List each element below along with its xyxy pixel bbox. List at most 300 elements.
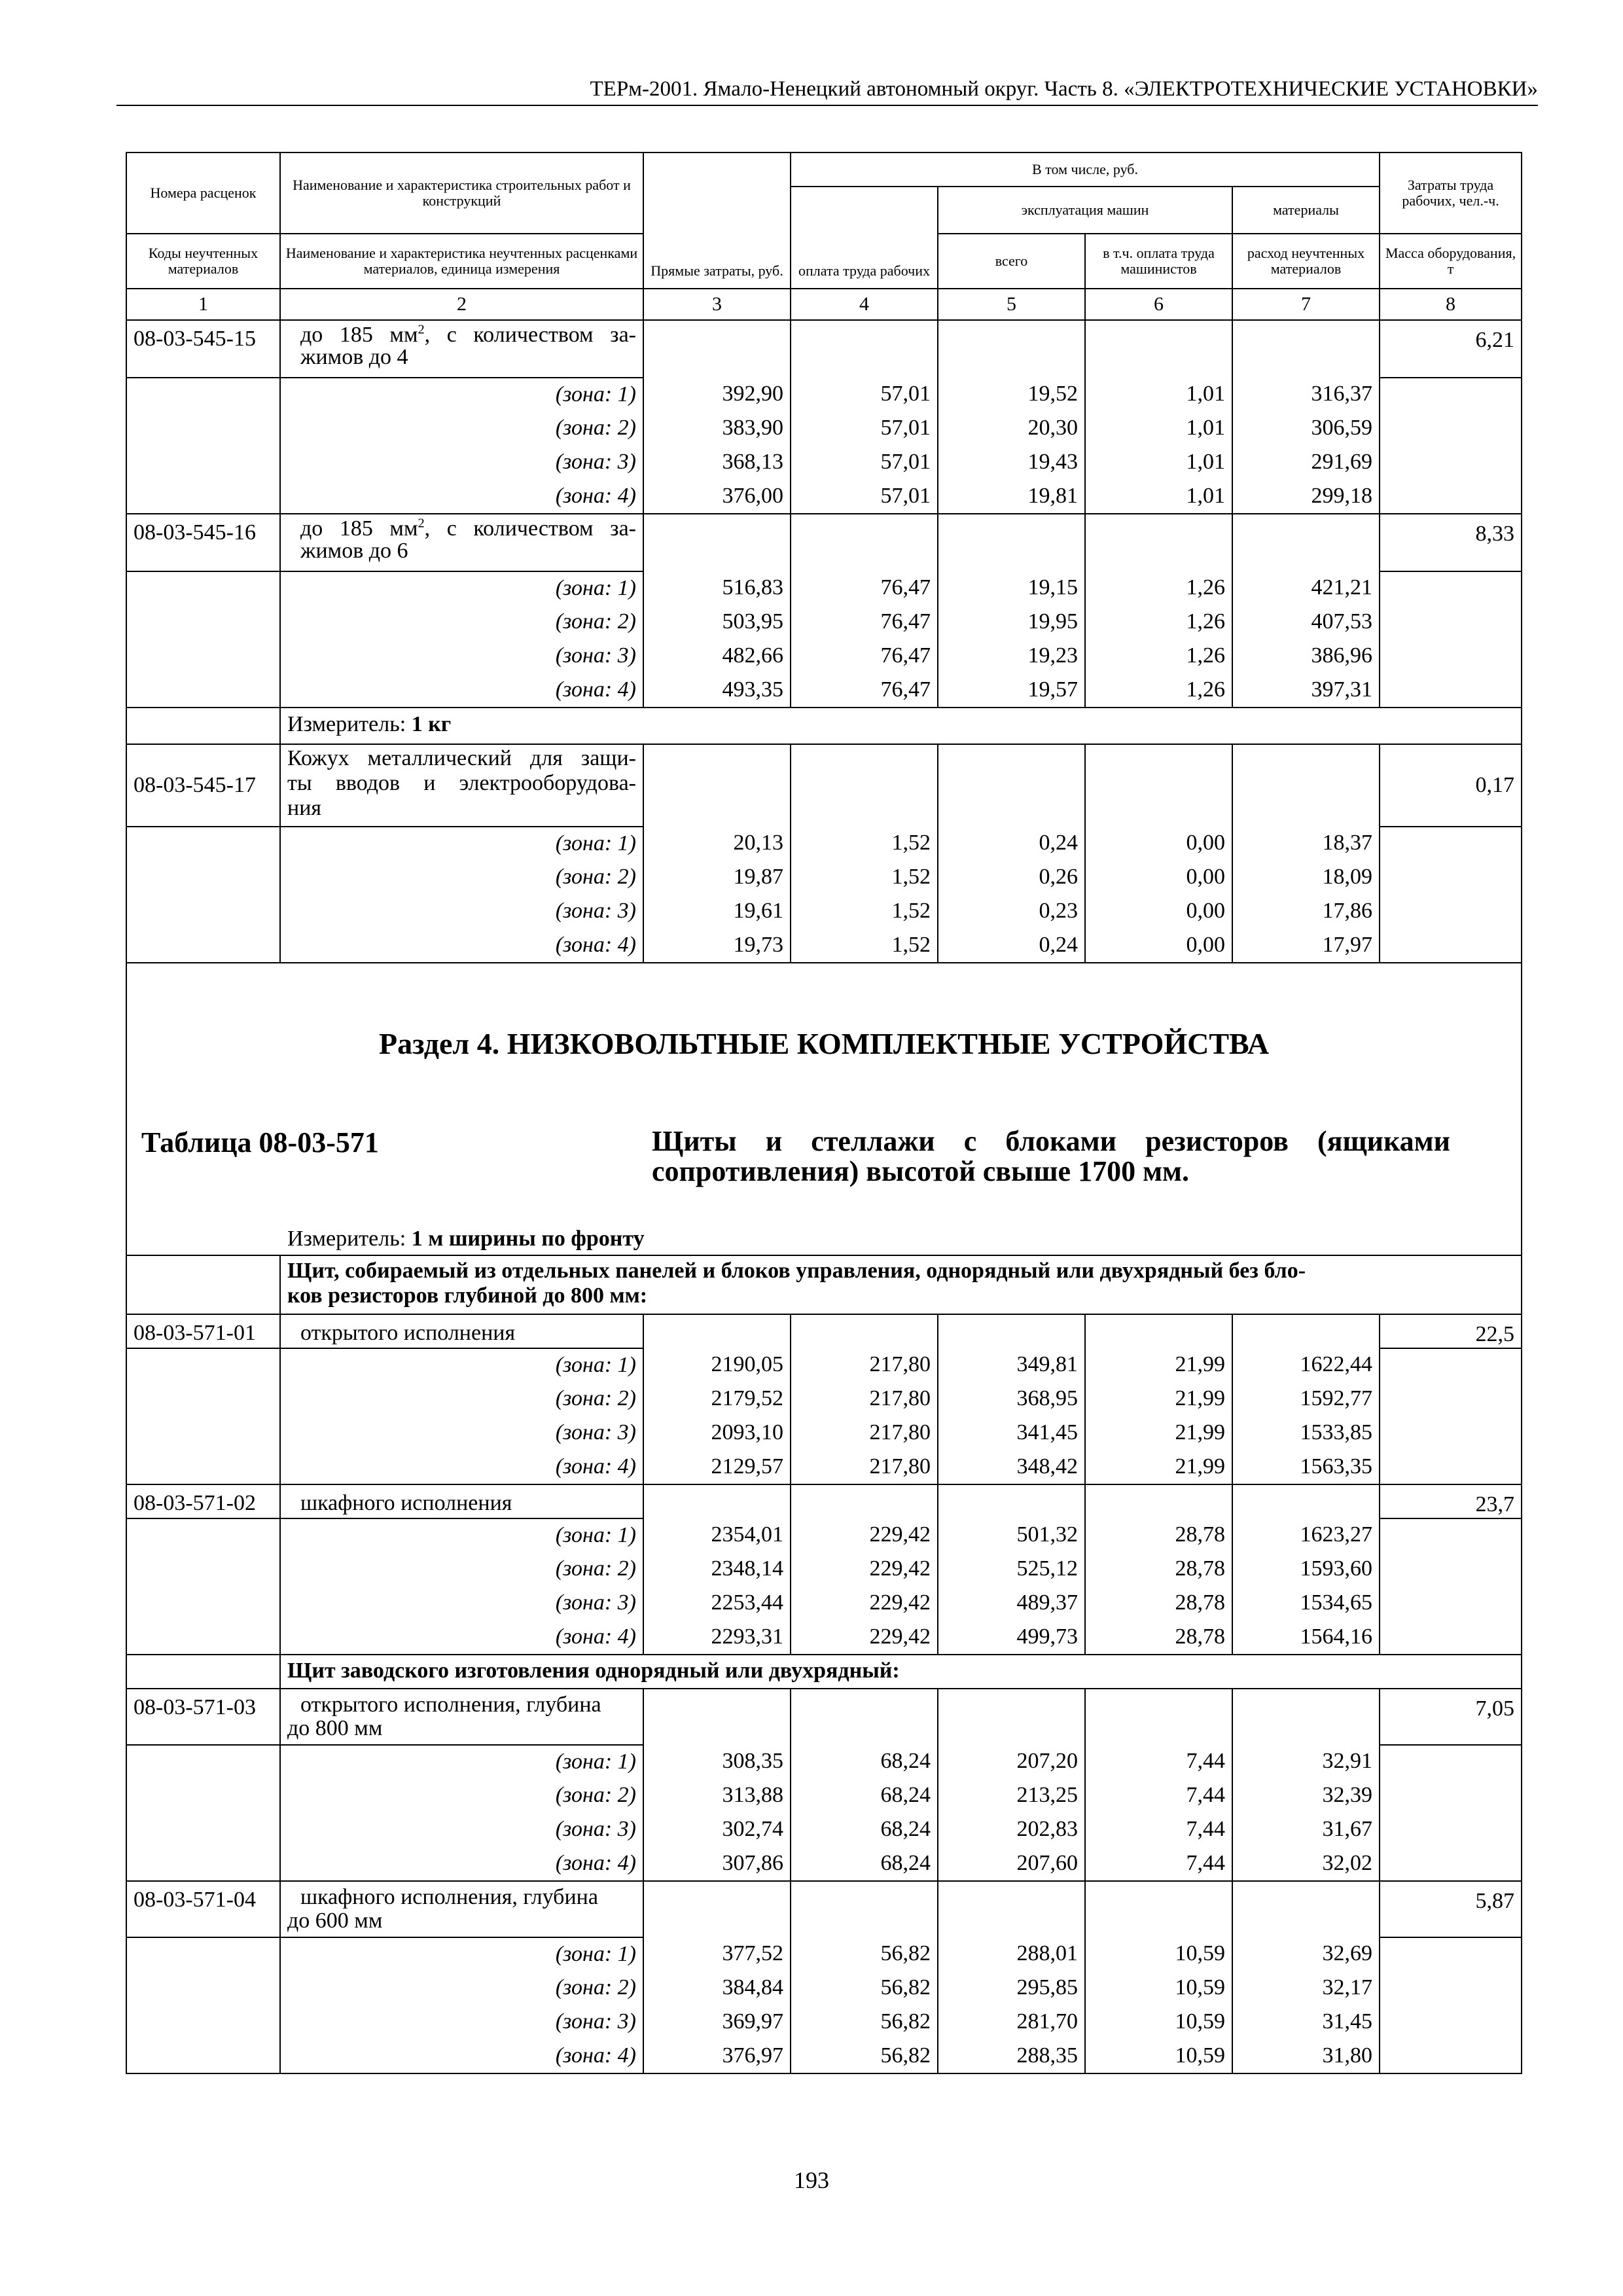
zone-label: (зона: 1) [280,1518,643,1552]
machine-cost: 207,20 [938,1745,1085,1779]
header-labor-costs: Затраты труда рабочих, чел.-ч. [1380,152,1522,234]
group-heading-line: Щит, собираемый из отдельных панелей и блоков управления, однорядный или двухрядный без бло- [287,1259,1306,1283]
zone-row [126,1847,1522,1881]
zone-row [126,2005,1522,2039]
group-heading-row [126,1655,1522,1689]
zone-row [126,1518,1522,1552]
empty-cell [1085,1881,1232,1937]
zone-row [126,1587,1522,1621]
zone-label: (зона: 1) [280,1348,643,1382]
labor-wage: 217,80 [791,1382,938,1416]
labor-wage: 229,42 [791,1518,938,1552]
direct-cost: 19,61 [643,895,791,929]
column-number: 1 [126,289,280,320]
empty-cell [1380,1971,1522,2005]
empty-cell [1380,861,1522,895]
empty-cell [938,1484,1085,1518]
rate-row [126,1484,1522,1518]
zone-row [126,1552,1522,1587]
materials-cost: 31,80 [1232,2039,1380,2073]
labor-wage: 68,24 [791,1745,938,1779]
empty-cell [126,571,280,605]
empty-cell [1380,827,1522,861]
header-machine-total: всего [938,234,1085,289]
empty-cell [938,514,1085,571]
labor-wage: 217,80 [791,1348,938,1382]
page-number: 193 [794,2167,829,2193]
description-text: , с количеством за- [424,323,636,347]
column-number: 8 [1380,289,1522,320]
labor-wage: 1,52 [791,929,938,963]
materials-cost: 1534,65 [1232,1587,1380,1621]
meter-label: Измеритель: [287,1227,406,1251]
zone-label: (зона: 3) [280,1416,643,1450]
rate-row [126,1689,1522,1745]
machine-cost: 499,73 [938,1621,1085,1655]
machine-cost: 20,30 [938,412,1085,446]
group-heading: Щит заводского изготовления однорядный или двухрядный: [280,1655,1522,1689]
empty-cell [126,929,280,963]
empty-cell [1380,378,1522,412]
labor-wage: 1,52 [791,861,938,895]
header-machine-wage: в т.ч. оплата труда машинистов [1085,234,1232,289]
header-names-top: Наименование и характеристика строительных работ и конструкций [280,152,643,234]
empty-cell [938,1314,1085,1348]
zone-row [126,895,1522,929]
direct-cost: 20,13 [643,827,791,861]
empty-cell [1380,605,1522,639]
empty-cell [938,1689,1085,1745]
column-number: 3 [643,289,791,320]
price-table [126,152,1522,2074]
direct-cost: 2293,31 [643,1621,791,1655]
empty-cell [1232,1881,1380,1937]
labor-wage: 217,80 [791,1416,938,1450]
empty-cell [938,1881,1085,1937]
rate-row [126,1314,1522,1348]
materials-cost: 1563,35 [1232,1450,1380,1484]
empty-cell [126,480,280,514]
zone-label: (зона: 1) [280,1745,643,1779]
empty-cell [1380,1813,1522,1847]
direct-cost: 302,74 [643,1813,791,1847]
machinist-wage: 7,44 [1085,1847,1232,1881]
empty-cell [643,320,791,378]
section-heading-row [126,963,1522,1255]
direct-cost: 2179,52 [643,1382,791,1416]
machine-cost: 19,52 [938,378,1085,412]
zone-row [126,1348,1522,1382]
machinist-wage: 7,44 [1085,1779,1232,1813]
labor-wage: 217,80 [791,1450,938,1484]
column-number: 4 [791,289,938,320]
zone-label: (зона: 4) [280,1847,643,1881]
machine-cost: 281,70 [938,2005,1085,2039]
machinist-wage: 1,01 [1085,412,1232,446]
zone-label: (зона: 2) [280,1779,643,1813]
empty-cell [938,744,1085,827]
labor-wage: 229,42 [791,1587,938,1621]
description-line: шкафного исполнения, глубина [300,1885,598,1909]
empty-cell [1380,1587,1522,1621]
empty-cell [1380,446,1522,480]
rate-description [280,514,643,571]
machinist-wage: 1,26 [1085,639,1232,673]
zone-label: (зона: 1) [280,378,643,412]
zone-row [126,1937,1522,1971]
table-number: Таблица 08-03-571 [141,1126,379,1158]
meter-value: 1 кг [411,712,452,736]
empty-cell [126,412,280,446]
zone-label: (зона: 3) [280,2005,643,2039]
column-number: 5 [938,289,1085,320]
direct-cost: 516,83 [643,571,791,605]
labor-wage: 56,82 [791,2005,938,2039]
empty-cell [1085,320,1232,378]
empty-cell [126,2005,280,2039]
machine-cost: 0,26 [938,861,1085,895]
empty-cell [1380,929,1522,963]
machine-cost: 213,25 [938,1779,1085,1813]
empty-cell [126,708,280,744]
materials-cost: 18,09 [1232,861,1380,895]
materials-cost: 386,96 [1232,639,1380,673]
machinist-wage: 21,99 [1085,1348,1232,1382]
machine-cost: 19,43 [938,446,1085,480]
description-line: ния [287,796,322,820]
description-text: до 185 мм [300,516,418,541]
empty-cell [126,1587,280,1621]
materials-cost: 316,37 [1232,378,1380,412]
materials-cost: 1622,44 [1232,1348,1380,1382]
direct-cost: 308,35 [643,1745,791,1779]
direct-cost: 307,86 [643,1847,791,1881]
empty-cell [1085,1484,1232,1518]
zone-row [126,480,1522,514]
header-materials-consumption: расход неучтенных материалов [1232,234,1380,289]
header-names-bottom: Наименование и характеристика неучтенных расценками материалов, единица измерения [280,234,643,289]
zone-row [126,673,1522,708]
labor-hours: 5,87 [1380,1881,1522,1937]
zone-label: (зона: 4) [280,2039,643,2073]
machine-cost: 501,32 [938,1518,1085,1552]
labor-wage: 68,24 [791,1779,938,1813]
materials-cost: 32,17 [1232,1971,1380,2005]
rate-code: 08-03-571-04 [126,1881,280,1937]
rate-row [126,1881,1522,1937]
direct-cost: 2093,10 [643,1416,791,1450]
rate-code: 08-03-571-03 [126,1689,280,1745]
machinist-wage: 10,59 [1085,1971,1232,2005]
materials-cost: 31,67 [1232,1813,1380,1847]
rate-description [280,1881,643,1937]
machinist-wage: 1,26 [1085,605,1232,639]
labor-wage: 229,42 [791,1621,938,1655]
empty-cell [1380,1621,1522,1655]
empty-cell [126,446,280,480]
machinist-wage: 0,00 [1085,895,1232,929]
machinist-wage: 21,99 [1085,1450,1232,1484]
rate-row [126,514,1522,571]
direct-cost: 376,97 [643,2039,791,2073]
header-codes-top: Номера расценок [126,152,280,234]
materials-cost: 18,37 [1232,827,1380,861]
machine-cost: 288,35 [938,2039,1085,2073]
machine-cost: 368,95 [938,1382,1085,1416]
zone-label: (зона: 4) [280,1450,643,1484]
column-number: 6 [1085,289,1232,320]
description-line: ты вводов и электрооборудова- [287,771,636,795]
machinist-wage: 10,59 [1085,2039,1232,2073]
labor-wage: 56,82 [791,2039,938,2073]
machinist-wage: 28,78 [1085,1552,1232,1587]
zone-label: (зона: 2) [280,412,643,446]
empty-cell [126,827,280,861]
empty-cell [1380,1382,1522,1416]
zone-row [126,1382,1522,1416]
rate-code: 08-03-571-02 [126,1484,280,1518]
labor-wage: 57,01 [791,446,938,480]
empty-cell [1232,1314,1380,1348]
meter-row [126,708,1522,744]
machinist-wage: 7,44 [1085,1745,1232,1779]
machine-cost: 295,85 [938,1971,1085,2005]
empty-cell [126,1382,280,1416]
rate-description: шкафного исполнения [280,1484,643,1518]
zone-label: (зона: 1) [280,1937,643,1971]
machinist-wage: 1,26 [1085,571,1232,605]
direct-cost: 313,88 [643,1779,791,1813]
direct-cost: 2354,01 [643,1518,791,1552]
machinist-wage: 28,78 [1085,1587,1232,1621]
zone-label: (зона: 1) [280,571,643,605]
zone-row [126,571,1522,605]
materials-cost: 17,97 [1232,929,1380,963]
zone-row [126,1971,1522,2005]
direct-cost: 2190,05 [643,1348,791,1382]
empty-cell [126,2039,280,2073]
empty-cell [126,1847,280,1881]
empty-cell [126,1450,280,1484]
superscript: 2 [418,516,425,531]
meter-label: Измеритель: [287,712,406,736]
empty-cell [1380,412,1522,446]
materials-cost: 1564,16 [1232,1621,1380,1655]
materials-cost: 1592,77 [1232,1382,1380,1416]
meter-line [280,708,1522,744]
materials-cost: 397,31 [1232,673,1380,708]
machinist-wage: 28,78 [1085,1518,1232,1552]
direct-cost: 377,52 [643,1937,791,1971]
zone-label: (зона: 1) [280,827,643,861]
zone-label: (зона: 4) [280,480,643,514]
labor-hours: 0,17 [1380,744,1522,827]
direct-cost: 19,73 [643,929,791,963]
zone-label: (зона: 2) [280,861,643,895]
empty-cell [1380,1348,1522,1382]
description-line: до 800 мм [287,1716,383,1740]
empty-cell [643,744,791,827]
empty-cell [643,1689,791,1745]
zone-label: (зона: 3) [280,895,643,929]
empty-cell [1085,1689,1232,1745]
machine-cost: 349,81 [938,1348,1085,1382]
machinist-wage: 28,78 [1085,1621,1232,1655]
description-line: жимов до 6 [300,539,408,563]
group-heading-row [126,1255,1522,1314]
empty-cell [791,514,938,571]
empty-cell [126,1348,280,1382]
machine-cost: 0,24 [938,827,1085,861]
empty-cell [126,1779,280,1813]
machine-cost: 19,81 [938,480,1085,514]
zone-row [126,1745,1522,1779]
empty-cell [1232,1689,1380,1745]
rate-row [126,744,1522,827]
empty-cell [126,605,280,639]
empty-cell [1380,571,1522,605]
zone-row [126,827,1522,861]
materials-cost: 31,45 [1232,2005,1380,2039]
empty-cell [791,320,938,378]
empty-cell [1232,1484,1380,1518]
group-heading [280,1255,1522,1314]
meter-line [287,1226,645,1252]
empty-cell [938,320,1085,378]
superscript: 2 [418,322,425,337]
machine-cost: 288,01 [938,1937,1085,1971]
zone-label: (зона: 4) [280,673,643,708]
direct-cost: 482,66 [643,639,791,673]
materials-cost: 1533,85 [1232,1416,1380,1450]
zone-row [126,1450,1522,1484]
materials-cost: 1623,27 [1232,1518,1380,1552]
labor-hours: 22,5 [1380,1314,1522,1348]
direct-cost: 376,00 [643,480,791,514]
direct-cost: 392,90 [643,378,791,412]
empty-cell [791,1484,938,1518]
machinist-wage: 1,01 [1085,446,1232,480]
machine-cost: 0,24 [938,929,1085,963]
materials-cost: 32,39 [1232,1779,1380,1813]
group-heading-line: ков резисторов глубиной до 800 мм: [287,1283,648,1308]
empty-cell [126,1255,280,1314]
direct-cost: 503,95 [643,605,791,639]
direct-cost: 383,90 [643,412,791,446]
direct-cost: 2129,57 [643,1450,791,1484]
labor-wage: 229,42 [791,1552,938,1587]
materials-cost: 32,02 [1232,1847,1380,1881]
empty-cell [643,1314,791,1348]
empty-cell [1380,1937,1522,1971]
machinist-wage: 0,00 [1085,827,1232,861]
empty-cell [1380,1847,1522,1881]
meter-value: 1 м ширины по фронту [411,1227,645,1251]
header-rule [116,105,1538,106]
empty-cell [1380,673,1522,708]
machine-cost: 207,60 [938,1847,1085,1881]
materials-cost: 407,53 [1232,605,1380,639]
empty-cell [126,639,280,673]
materials-cost: 17,86 [1232,895,1380,929]
empty-cell [643,514,791,571]
materials-cost: 1593,60 [1232,1552,1380,1587]
materials-cost: 421,21 [1232,571,1380,605]
table-heading [127,1126,1521,1187]
empty-cell [126,1937,280,1971]
section-block [126,963,1522,1255]
empty-cell [1380,2039,1522,2073]
description-line: Кожух металлический для защи- [287,746,636,770]
zone-row [126,1779,1522,1813]
rate-row [126,320,1522,378]
table-title: Щиты и стеллажи с блоками резисторов (ящиками сопротивления) высотой свыше 1700 мм. [652,1125,1450,1187]
materials-cost: 306,59 [1232,412,1380,446]
zone-label: (зона: 2) [280,605,643,639]
labor-wage: 76,47 [791,571,938,605]
rate-code: 08-03-545-15 [126,320,280,378]
zone-label: (зона: 2) [280,1552,643,1587]
direct-cost: 493,35 [643,673,791,708]
labor-hours: 7,05 [1380,1689,1522,1745]
empty-cell [126,378,280,412]
empty-cell [126,1552,280,1587]
zone-row [126,1416,1522,1450]
empty-cell [1380,895,1522,929]
empty-cell [1380,480,1522,514]
labor-wage: 57,01 [791,412,938,446]
empty-cell [1232,514,1380,571]
empty-cell [126,1813,280,1847]
empty-cell [791,744,938,827]
empty-cell [791,1881,938,1937]
empty-cell [1380,1518,1522,1552]
machinist-wage: 1,01 [1085,480,1232,514]
header-machine-group: эксплуатация машин [938,187,1232,234]
empty-cell [1380,1779,1522,1813]
rate-description: открытого исполнения [280,1314,643,1348]
machinist-wage: 1,01 [1085,378,1232,412]
zone-label: (зона: 2) [280,1382,643,1416]
labor-wage: 57,01 [791,378,938,412]
empty-cell [1380,1745,1522,1779]
empty-cell [1232,320,1380,378]
machine-cost: 202,83 [938,1813,1085,1847]
direct-cost: 384,84 [643,1971,791,2005]
description-line: до 600 мм [287,1909,383,1933]
header-codes-bottom: Коды неучтенных материалов [126,234,280,289]
empty-cell [1085,1314,1232,1348]
empty-cell [126,895,280,929]
zone-label: (зона: 3) [280,1587,643,1621]
empty-cell [643,1881,791,1937]
zone-label: (зона: 3) [280,1813,643,1847]
zone-row [126,446,1522,480]
zone-row [126,412,1522,446]
machine-cost: 0,23 [938,895,1085,929]
machinist-wage: 1,26 [1085,673,1232,708]
empty-cell [791,1689,938,1745]
labor-wage: 1,52 [791,895,938,929]
zone-row [126,1813,1522,1847]
zone-row [126,861,1522,895]
column-number: 2 [280,289,643,320]
empty-cell [1380,2005,1522,2039]
empty-cell [1380,1552,1522,1587]
zone-label: (зона: 4) [280,929,643,963]
zone-label: (зона: 4) [280,1621,643,1655]
header-equipment-mass: Масса оборудования, т [1380,234,1522,289]
